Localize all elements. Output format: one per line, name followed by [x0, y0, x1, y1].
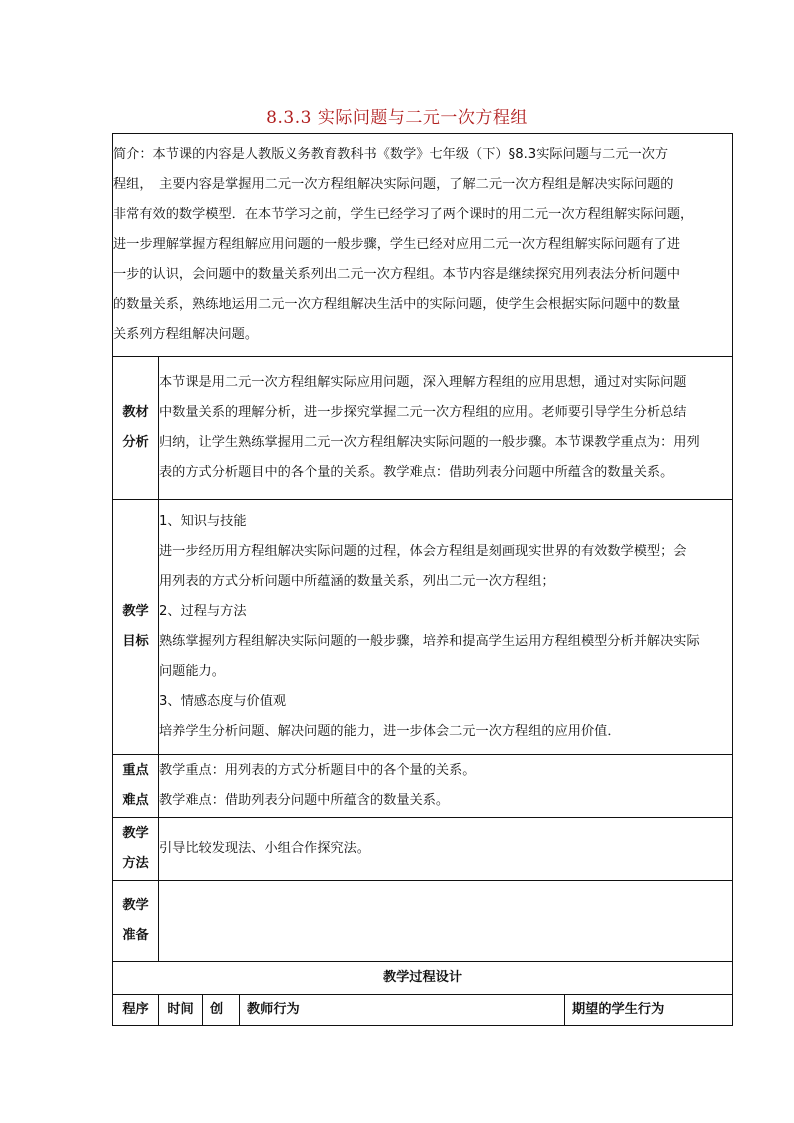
prep-label-line: 准备 — [122, 928, 149, 943]
column-header-procedure: 程序 — [113, 995, 159, 1026]
intro-row — [113, 134, 733, 357]
goals-line: 1、知识与技能 — [159, 514, 247, 529]
goals-line: 3、情感态度与价值观 — [159, 694, 287, 709]
material-line: 表的方式分析题目中的各个量的关系。教学难点：借助列表分问题中所蕴含的数量关系。 — [159, 465, 674, 480]
intro-line: 的数量关系，熟练地运用二元一次方程组解决生活中的实际问题，使学生会根据实际问题中的数量 — [113, 297, 681, 312]
column-header-time: 时间 — [159, 995, 203, 1026]
goals-row — [113, 500, 733, 755]
key-points-row — [113, 755, 733, 818]
intro-line: 程组， 主要内容是掌握用二元一次方程组解决实际问题，了解二元一次方程组是解决实际问题的 — [113, 177, 674, 192]
lesson-plan-table — [112, 133, 733, 1026]
key-point-line: 教学难点：借助列表分问题中所蕴含的数量关系。 — [159, 793, 450, 808]
prep-label-line: 教学 — [122, 898, 149, 913]
process-columns-row — [113, 995, 733, 1026]
method-row — [113, 818, 733, 881]
goals-line: 2、过程与方法 — [159, 604, 247, 619]
goals-line: 问题能力。 — [159, 664, 225, 679]
key-points-label-line: 难点 — [122, 793, 149, 808]
intro-line: 一步的认识，会问题中的数量关系列出二元一次方程组。本节内容是继续探究用列表法分析问题中 — [113, 267, 681, 282]
goals-label-line: 教学 — [122, 604, 149, 619]
key-points-content — [159, 755, 733, 818]
intro-line: 关系列方程组解决问题。 — [113, 327, 259, 342]
goals-content — [159, 500, 733, 755]
process-heading: 教学过程设计 — [113, 962, 733, 995]
key-points-label-line: 重点 — [122, 763, 149, 778]
process-heading-row — [113, 962, 733, 995]
material-line: 归纳，让学生熟练掌握用二元一次方程组解决实际问题的一般步骤。本节课教学重点为：用列 — [159, 435, 700, 450]
material-row — [113, 357, 733, 500]
goals-label-line: 目标 — [122, 634, 149, 649]
intro-cell — [113, 134, 733, 357]
column-header-teacher-behavior: 教师行为 — [240, 995, 565, 1026]
material-line: 中数量关系的理解分析，进一步探究掌握二元一次方程组的应用。老师要引导学生分析总结 — [159, 405, 687, 420]
column-header-student-behavior: 期望的学生行为 — [565, 995, 733, 1026]
intro-line: 进一步理解掌握方程组解应用问题的一般步骤，学生已经对应用二元一次方程组解实际问题有了进 — [113, 237, 681, 252]
material-label-line: 教材 — [122, 405, 149, 420]
method-content: 引导比较发现法、小组合作探究法。 — [159, 818, 733, 881]
material-label — [113, 357, 159, 500]
key-point-line: 教学重点：用列表的方式分析题目中的各个量的关系。 — [159, 763, 476, 778]
method-label — [113, 818, 159, 881]
document-title: 8.3.3 实际问题与二元一次方程组 — [266, 108, 528, 128]
intro-line: 简介：本节课的内容是人教版义务教育教科书《数学》七年级（下）§8.3实际问题与二元一次方 — [113, 147, 669, 162]
goals-line: 培养学生分析问题、解决问题的能力，进一步体会二元一次方程组的应用价值． — [159, 724, 621, 739]
material-content — [159, 357, 733, 500]
column-header-creation: 创 — [203, 995, 240, 1026]
goals-line: 进一步经历用方程组解决实际问题的过程，体会方程组是刻画现实世界的有效数学模型；会 — [159, 544, 687, 559]
goals-label — [113, 500, 159, 755]
method-label-line: 教学 — [122, 826, 149, 841]
goals-line: 用列表的方式分析问题中所蕴涵的数量关系，列出二元一次方程组； — [159, 574, 555, 589]
material-line: 本节课是用二元一次方程组解实际应用问题，深入理解方程组的应用思想，通过对实际问题 — [159, 375, 687, 390]
key-points-label — [113, 755, 159, 818]
prep-content — [159, 881, 733, 962]
material-label-line: 分析 — [122, 435, 149, 450]
goals-line: 熟练掌握列方程组解决实际问题的一般步骤，培养和提高学生运用方程组模型分析并解决实际 — [159, 634, 700, 649]
intro-line: 非常有效的数学模型．在本节学习之前，学生已经学习了两个课时的用二元一次方程组解实际问题， — [113, 207, 694, 222]
prep-label — [113, 881, 159, 962]
method-label-line: 方法 — [122, 856, 149, 871]
prep-row — [113, 881, 733, 962]
